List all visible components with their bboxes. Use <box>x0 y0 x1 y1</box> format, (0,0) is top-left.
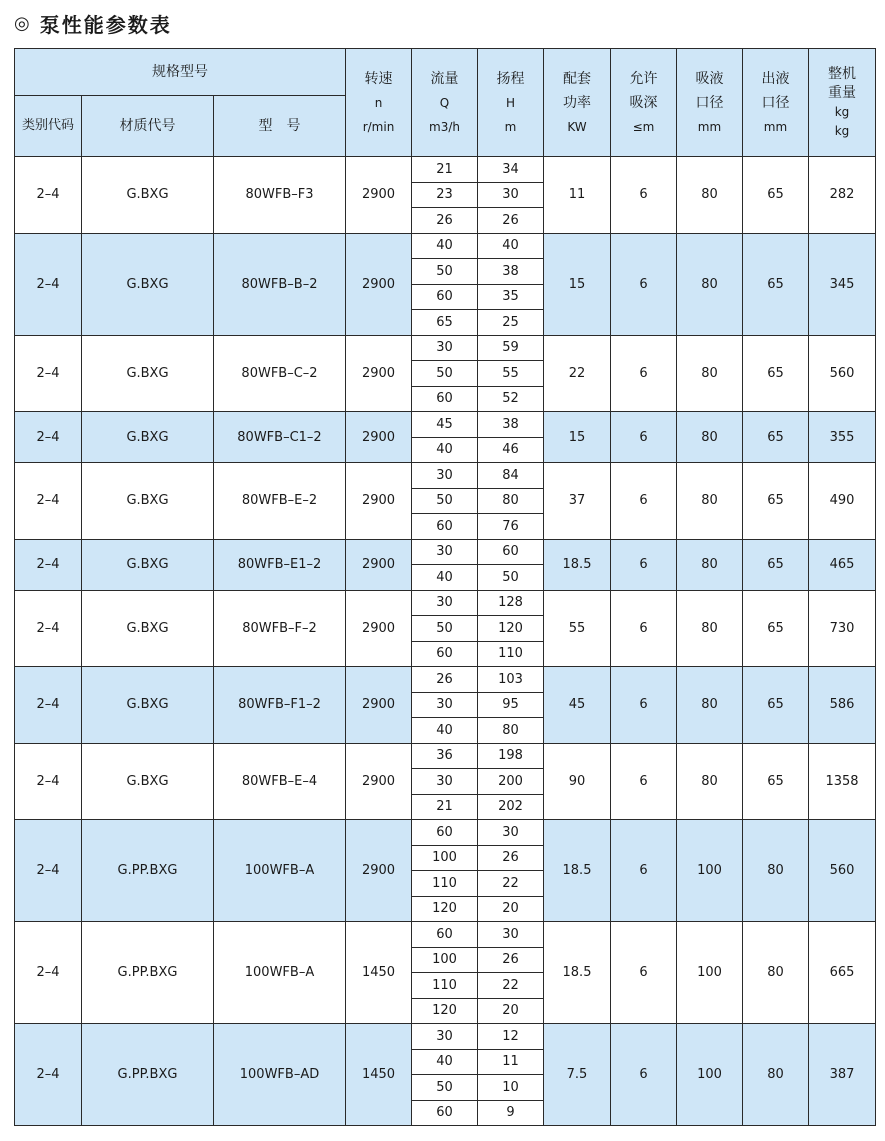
head-cell: 60 <box>478 539 544 565</box>
head-cell: 25 <box>478 310 544 336</box>
power-cell: 11 <box>544 157 611 234</box>
flow-cell: 30 <box>412 463 478 489</box>
power-cell: 15 <box>544 412 611 463</box>
head-cell: 80 <box>478 718 544 744</box>
category-code-cell: 2–4 <box>15 820 82 922</box>
weight-cell: 586 <box>809 667 876 744</box>
material-code-cell: G.BXG <box>82 667 214 744</box>
suction-cell: 6 <box>611 463 677 540</box>
material-code-cell: G.PP.BXG <box>82 820 214 922</box>
head-cell: 40 <box>478 233 544 259</box>
flow-cell: 50 <box>412 361 478 387</box>
outlet-cell: 65 <box>743 157 809 234</box>
weight-cell: 730 <box>809 590 876 667</box>
flow-cell: 50 <box>412 616 478 642</box>
head-cell: 80 <box>478 488 544 514</box>
flow-cell: 30 <box>412 590 478 616</box>
inlet-cell: 80 <box>677 590 743 667</box>
weight-cell: 345 <box>809 233 876 335</box>
head-cell: 30 <box>478 182 544 208</box>
flow-cell: 40 <box>412 437 478 463</box>
material-code-cell: G.BXG <box>82 335 214 412</box>
power-cell: 55 <box>544 590 611 667</box>
head-cell: 9 <box>478 1100 544 1126</box>
power-cell: 45 <box>544 667 611 744</box>
inlet-cell: 100 <box>677 922 743 1024</box>
head-cell: 20 <box>478 896 544 922</box>
power-cell: 37 <box>544 463 611 540</box>
model-cell: 80WFB–B–2 <box>214 233 346 335</box>
page-title: 泵性能参数表 <box>39 12 172 37</box>
speed-cell: 2900 <box>346 539 412 590</box>
category-code-cell: 2–4 <box>15 743 82 820</box>
flow-cell: 50 <box>412 488 478 514</box>
flow-cell: 60 <box>412 386 478 412</box>
head-cell: 30 <box>478 922 544 948</box>
category-code-cell: 2–4 <box>15 667 82 744</box>
material-code-cell: G.PP.BXG <box>82 1024 214 1126</box>
flow-cell: 60 <box>412 820 478 846</box>
head-cell: 200 <box>478 769 544 795</box>
circle-bullet-icon: ◎ <box>14 12 30 34</box>
inlet-cell: 80 <box>677 743 743 820</box>
head-cell: 110 <box>478 641 544 667</box>
weight-cell: 490 <box>809 463 876 540</box>
head-cell: 30 <box>478 820 544 846</box>
table-row <box>15 590 876 616</box>
flow-cell: 60 <box>412 922 478 948</box>
inlet-cell: 80 <box>677 667 743 744</box>
speed-cell: 2900 <box>346 233 412 335</box>
inlet-cell: 80 <box>677 463 743 540</box>
suction-cell: 6 <box>611 1024 677 1126</box>
head-cell: 198 <box>478 743 544 769</box>
flow-cell: 40 <box>412 233 478 259</box>
speed-cell: 1450 <box>346 922 412 1024</box>
title-bar <box>14 8 172 38</box>
material-code-cell: G.BXG <box>82 590 214 667</box>
outlet-cell: 65 <box>743 463 809 540</box>
speed-cell: 1450 <box>346 1024 412 1126</box>
head-cell: 38 <box>478 259 544 285</box>
model-cell: 80WFB–E–2 <box>214 463 346 540</box>
flow-cell: 100 <box>412 947 478 973</box>
head-cell: 35 <box>478 284 544 310</box>
power-cell: 15 <box>544 233 611 335</box>
model-cell: 80WFB–E1–2 <box>214 539 346 590</box>
head-cell: 55 <box>478 361 544 387</box>
inlet-header: 吸液 口径 mm <box>677 49 743 157</box>
flow-cell: 120 <box>412 998 478 1024</box>
outlet-cell: 65 <box>743 233 809 335</box>
head-cell: 50 <box>478 565 544 591</box>
flow-cell: 40 <box>412 718 478 744</box>
flow-cell: 50 <box>412 1075 478 1101</box>
head-cell: 76 <box>478 514 544 540</box>
suction-header: 允许 吸深 ≤m <box>611 49 677 157</box>
category-code-cell: 2–4 <box>15 539 82 590</box>
flow-cell: 21 <box>412 157 478 183</box>
weight-cell: 1358 <box>809 743 876 820</box>
model-cell: 100WFB–A <box>214 922 346 1024</box>
head-cell: 59 <box>478 335 544 361</box>
weight-cell: 560 <box>809 820 876 922</box>
head-cell: 22 <box>478 871 544 897</box>
head-cell: 26 <box>478 208 544 234</box>
material-code-cell: G.BXG <box>82 463 214 540</box>
head-cell: 12 <box>478 1024 544 1050</box>
flow-cell: 110 <box>412 973 478 999</box>
table-row <box>15 335 876 361</box>
weight-cell: 387 <box>809 1024 876 1126</box>
suction-cell: 6 <box>611 412 677 463</box>
material-code-cell: G.BXG <box>82 157 214 234</box>
head-cell: 34 <box>478 157 544 183</box>
model-cell: 80WFB–E–4 <box>214 743 346 820</box>
flow-cell: 40 <box>412 1049 478 1075</box>
model-cell: 80WFB–F–2 <box>214 590 346 667</box>
suction-cell: 6 <box>611 820 677 922</box>
head-cell: 46 <box>478 437 544 463</box>
inlet-cell: 80 <box>677 335 743 412</box>
head-cell: 120 <box>478 616 544 642</box>
inlet-cell: 80 <box>677 233 743 335</box>
power-cell: 18.5 <box>544 820 611 922</box>
outlet-cell: 80 <box>743 922 809 1024</box>
inlet-cell: 100 <box>677 1024 743 1126</box>
power-header: 配套 功率 KW <box>544 49 611 157</box>
table-row <box>15 463 876 489</box>
category-code-cell: 2–4 <box>15 157 82 234</box>
head-cell: 10 <box>478 1075 544 1101</box>
flow-cell: 65 <box>412 310 478 336</box>
speed-header: 转速 n r/min <box>346 49 412 157</box>
model-header: 型 号 <box>214 96 346 157</box>
material-code-cell: G.BXG <box>82 233 214 335</box>
head-cell: 202 <box>478 794 544 820</box>
weight-header: 整机 重量 kg kg <box>809 49 876 157</box>
head-cell: 22 <box>478 973 544 999</box>
material-code-cell: G.BXG <box>82 539 214 590</box>
flow-cell: 110 <box>412 871 478 897</box>
power-cell: 18.5 <box>544 922 611 1024</box>
head-cell: 26 <box>478 947 544 973</box>
head-cell: 128 <box>478 590 544 616</box>
speed-cell: 2900 <box>346 157 412 234</box>
suction-cell: 6 <box>611 539 677 590</box>
weight-cell: 665 <box>809 922 876 1024</box>
flow-cell: 30 <box>412 692 478 718</box>
head-cell: 11 <box>478 1049 544 1075</box>
weight-cell: 560 <box>809 335 876 412</box>
flow-cell: 30 <box>412 539 478 565</box>
power-cell: 22 <box>544 335 611 412</box>
model-cell: 80WFB–C1–2 <box>214 412 346 463</box>
inlet-cell: 80 <box>677 539 743 590</box>
power-cell: 7.5 <box>544 1024 611 1126</box>
suction-cell: 6 <box>611 743 677 820</box>
power-cell: 90 <box>544 743 611 820</box>
weight-cell: 282 <box>809 157 876 234</box>
model-cell: 100WFB–A <box>214 820 346 922</box>
table-row <box>15 233 876 259</box>
flow-cell: 50 <box>412 259 478 285</box>
flow-cell: 40 <box>412 565 478 591</box>
category-code-cell: 2–4 <box>15 590 82 667</box>
table-row <box>15 1024 876 1050</box>
material-code-header: 材质代号 <box>82 96 214 157</box>
table-row <box>15 157 876 183</box>
weight-cell: 465 <box>809 539 876 590</box>
head-cell: 95 <box>478 692 544 718</box>
head-cell: 84 <box>478 463 544 489</box>
speed-cell: 2900 <box>346 412 412 463</box>
suction-cell: 6 <box>611 922 677 1024</box>
inlet-cell: 80 <box>677 157 743 234</box>
outlet-cell: 65 <box>743 335 809 412</box>
speed-cell: 2900 <box>346 590 412 667</box>
flow-cell: 21 <box>412 794 478 820</box>
outlet-cell: 65 <box>743 412 809 463</box>
speed-cell: 2900 <box>346 335 412 412</box>
suction-cell: 6 <box>611 157 677 234</box>
table-row <box>15 820 876 846</box>
outlet-cell: 80 <box>743 1024 809 1126</box>
speed-cell: 2900 <box>346 743 412 820</box>
suction-cell: 6 <box>611 667 677 744</box>
material-code-cell: G.BXG <box>82 743 214 820</box>
flow-cell: 45 <box>412 412 478 438</box>
speed-cell: 2900 <box>346 820 412 922</box>
model-cell: 80WFB–F3 <box>214 157 346 234</box>
category-code-cell: 2–4 <box>15 1024 82 1126</box>
table-row <box>15 539 876 565</box>
table-row <box>15 922 876 948</box>
outlet-cell: 65 <box>743 590 809 667</box>
weight-cell: 355 <box>809 412 876 463</box>
speed-cell: 2900 <box>346 463 412 540</box>
category-code-cell: 2–4 <box>15 335 82 412</box>
flow-cell: 60 <box>412 514 478 540</box>
flow-cell: 100 <box>412 845 478 871</box>
outlet-cell: 65 <box>743 743 809 820</box>
flow-cell: 26 <box>412 208 478 234</box>
flow-header: 流量 Q m3/h <box>412 49 478 157</box>
flow-cell: 120 <box>412 896 478 922</box>
head-header: 扬程 H m <box>478 49 544 157</box>
outlet-cell: 65 <box>743 667 809 744</box>
flow-cell: 30 <box>412 769 478 795</box>
head-cell: 20 <box>478 998 544 1024</box>
head-cell: 26 <box>478 845 544 871</box>
model-cell: 80WFB–C–2 <box>214 335 346 412</box>
outlet-cell: 65 <box>743 539 809 590</box>
material-code-cell: G.BXG <box>82 412 214 463</box>
inlet-cell: 80 <box>677 412 743 463</box>
head-cell: 103 <box>478 667 544 693</box>
speed-cell: 2900 <box>346 667 412 744</box>
power-cell: 18.5 <box>544 539 611 590</box>
flow-cell: 23 <box>412 182 478 208</box>
spec-group-header: 规格型号 <box>15 49 346 96</box>
outlet-header: 出液 口径 mm <box>743 49 809 157</box>
head-cell: 38 <box>478 412 544 438</box>
flow-cell: 30 <box>412 1024 478 1050</box>
category-code-cell: 2–4 <box>15 922 82 1024</box>
outlet-cell: 80 <box>743 820 809 922</box>
category-code-cell: 2–4 <box>15 463 82 540</box>
flow-cell: 60 <box>412 641 478 667</box>
category-code-cell: 2–4 <box>15 412 82 463</box>
table-row <box>15 743 876 769</box>
flow-cell: 60 <box>412 284 478 310</box>
category-code-header: 类别代码 <box>15 96 82 157</box>
table-row <box>15 412 876 438</box>
head-cell: 52 <box>478 386 544 412</box>
pump-performance-table <box>14 48 876 1126</box>
suction-cell: 6 <box>611 335 677 412</box>
flow-cell: 30 <box>412 335 478 361</box>
model-cell: 100WFB–AD <box>214 1024 346 1126</box>
model-cell: 80WFB–F1–2 <box>214 667 346 744</box>
flow-cell: 26 <box>412 667 478 693</box>
flow-cell: 60 <box>412 1100 478 1126</box>
material-code-cell: G.PP.BXG <box>82 922 214 1024</box>
category-code-cell: 2–4 <box>15 233 82 335</box>
table-row <box>15 667 876 693</box>
suction-cell: 6 <box>611 233 677 335</box>
inlet-cell: 100 <box>677 820 743 922</box>
flow-cell: 36 <box>412 743 478 769</box>
suction-cell: 6 <box>611 590 677 667</box>
